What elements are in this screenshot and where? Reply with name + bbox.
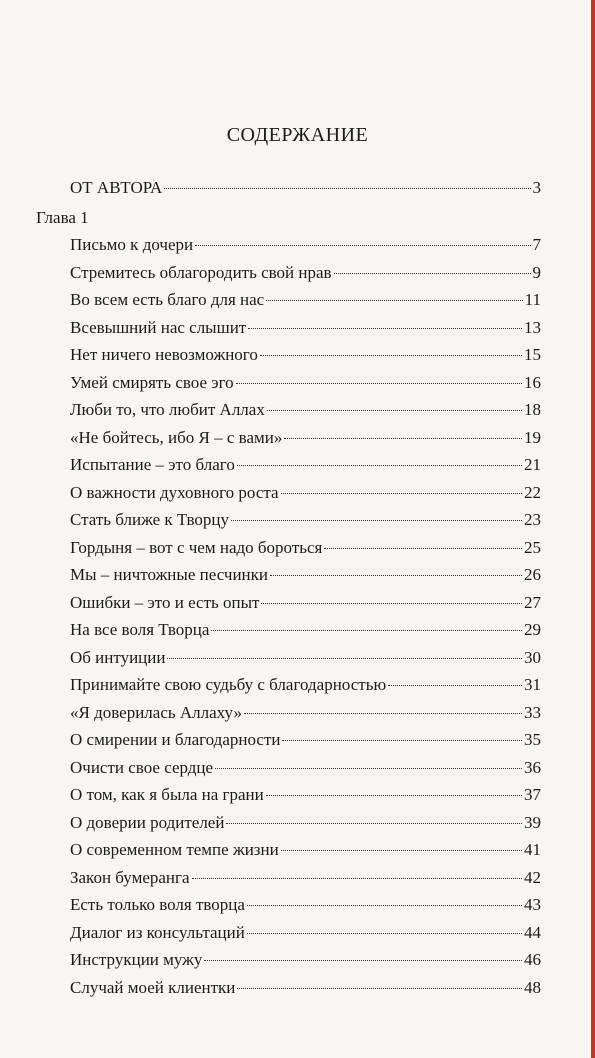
toc-entry-page: 27	[524, 592, 541, 612]
toc-entry-label: О важности духовного роста	[70, 482, 279, 502]
toc-entry-label: Инструкции мужу	[70, 950, 203, 969]
toc-entry-page: 44	[524, 922, 541, 942]
toc-entry[interactable]	[70, 921, 541, 945]
toc-entry-label: На все воля Творца	[70, 620, 210, 639]
toc-entry[interactable]	[70, 783, 541, 807]
dot-leader	[231, 520, 522, 521]
toc-entry-page: 48	[524, 977, 541, 997]
toc-entry[interactable]	[70, 701, 541, 725]
dot-leader	[266, 300, 522, 301]
dot-leader	[260, 355, 522, 356]
toc-entry-page: 15	[524, 345, 541, 364]
toc-entry-label: Нет ничего невозможного	[70, 345, 258, 364]
toc-entry-label: Стремитесь облагородить свой нрав	[70, 262, 332, 282]
toc-entry-page: 37	[524, 785, 541, 804]
dot-leader	[282, 740, 522, 741]
toc-entry[interactable]	[70, 948, 541, 972]
toc-entry-label: Испытание – это благо	[70, 455, 235, 474]
toc-entry[interactable]	[70, 261, 541, 285]
dot-leader	[204, 960, 522, 961]
toc-entry-label: Принимайте свою судьбу с благодарностью	[70, 675, 387, 694]
toc-entry-page: 26	[524, 565, 541, 584]
toc-entry[interactable]	[70, 316, 541, 340]
toc-entry-page: 36	[524, 757, 541, 777]
dot-leader	[226, 823, 522, 824]
dot-leader	[247, 933, 522, 934]
dot-leader	[266, 795, 522, 796]
toc-entry[interactable]	[70, 893, 541, 917]
toc-entry[interactable]	[70, 591, 541, 615]
toc-entry-label: О смирении и благодарности	[70, 730, 281, 749]
toc-entry-label: Есть только воля творца	[70, 895, 245, 914]
dot-leader	[247, 905, 522, 906]
toc-entry-page: 30	[524, 647, 541, 667]
toc-entry-page: 39	[524, 812, 541, 832]
toc-entry-label: Очисти свое сердце	[70, 757, 214, 777]
toc-title: СОДЕРЖАНИЕ	[226, 124, 369, 146]
toc-entry[interactable]	[70, 838, 541, 862]
toc-entry[interactable]	[70, 371, 541, 395]
dot-leader	[215, 768, 522, 769]
toc-entry[interactable]	[70, 508, 541, 532]
toc-entry-page: 3	[532, 178, 541, 197]
dot-leader	[237, 988, 522, 989]
dot-leader	[324, 548, 522, 549]
dot-leader	[248, 328, 522, 329]
toc-entry-page: 25	[524, 537, 541, 557]
toc-entry-label: Диалог из консультаций	[70, 922, 245, 942]
toc-entry-page: 42	[524, 867, 541, 887]
toc-entry-label: ОТ АВТОРА	[70, 178, 163, 197]
toc-entry-label: Всевышний нас слышит	[70, 317, 247, 337]
dot-leader	[334, 273, 531, 274]
toc-entry[interactable]	[70, 673, 541, 697]
toc-entry-label: «Не бойтесь, ибо Я – с вами»	[70, 427, 283, 447]
toc-entry-page: 13	[524, 317, 541, 337]
dot-leader	[284, 438, 522, 439]
toc-entry-page: 18	[524, 400, 541, 419]
chapter-heading: Глава 1	[36, 208, 89, 227]
toc-entry[interactable]	[70, 288, 541, 312]
toc-entry[interactable]	[70, 398, 541, 422]
toc-entry[interactable]	[70, 233, 541, 257]
toc-entry-page: 33	[524, 702, 541, 722]
toc-entry-page: 35	[524, 730, 541, 749]
dot-leader	[267, 410, 522, 411]
toc-entry[interactable]	[70, 481, 541, 505]
toc-entry-page: 41	[524, 840, 541, 859]
toc-entry-page: 22	[524, 482, 541, 502]
toc-entry[interactable]	[70, 563, 541, 587]
toc-entry-label: Во всем есть благо для нас	[70, 290, 265, 309]
dot-leader	[261, 603, 522, 604]
toc-entry-page: 21	[524, 455, 541, 474]
toc-entry-label: Умей смирять свое эго	[70, 372, 234, 392]
dot-leader	[281, 493, 522, 494]
toc-entry[interactable]	[70, 646, 541, 670]
toc-entry[interactable]	[70, 426, 541, 450]
toc-entry-front[interactable]	[70, 176, 541, 200]
toc-entry-page: 43	[524, 895, 541, 914]
toc-entry[interactable]	[70, 976, 541, 1000]
toc-entry[interactable]	[70, 343, 541, 367]
toc-entry[interactable]	[70, 866, 541, 890]
toc-entry-page: 29	[524, 620, 541, 639]
dot-leader	[237, 465, 522, 466]
dot-leader	[270, 575, 522, 576]
toc-entry-label: «Я доверилась Аллаху»	[70, 702, 242, 722]
toc-entry-label: О современном темпе жизни	[70, 840, 279, 859]
toc-entry-label: Об интуиции	[70, 647, 166, 667]
toc-entry[interactable]	[70, 453, 541, 477]
toc-entry-label: Случай моей клиентки	[70, 977, 236, 997]
page-edge-stripe	[591, 0, 595, 1058]
dot-leader	[192, 878, 522, 879]
toc-entry[interactable]	[70, 536, 541, 560]
toc-entry[interactable]	[70, 618, 541, 642]
toc-entry-page: 11	[524, 290, 541, 309]
toc-entry-label: Письмо к дочери	[70, 235, 194, 254]
dot-leader	[244, 713, 522, 714]
dot-leader	[388, 685, 522, 686]
toc-entry-label: Стать ближе к Творцу	[70, 510, 229, 529]
dot-leader	[236, 383, 522, 384]
toc-entry-label: Люби то, что любит Аллах	[70, 400, 265, 419]
toc-entry-label: Гордыня – вот с чем надо бороться	[70, 537, 323, 557]
toc-entry-page: 19	[524, 427, 541, 447]
dot-leader	[195, 245, 530, 246]
toc-entry-page: 16	[524, 372, 541, 392]
toc-entry-page: 31	[524, 675, 541, 694]
toc-entry-label: Мы – ничтожные песчинки	[70, 565, 268, 584]
dot-leader	[281, 850, 522, 851]
toc-entry-page: 7	[532, 235, 541, 254]
toc-entry-page: 9	[532, 262, 541, 282]
toc-entry-label: Ошибки – это и есть опыт	[70, 592, 260, 612]
toc-entry-page: 23	[524, 510, 541, 529]
toc-entry[interactable]	[70, 728, 541, 752]
toc-entry-page: 46	[524, 950, 541, 969]
toc-entry-label: Закон бумеранга	[70, 867, 190, 887]
toc-entry-label: О том, как я была на грани	[70, 785, 264, 804]
dot-leader	[167, 658, 522, 659]
dot-leader	[164, 188, 530, 189]
toc-entry[interactable]	[70, 756, 541, 780]
toc-entry[interactable]	[70, 811, 541, 835]
dot-leader	[211, 630, 522, 631]
toc-entry-label: О доверии родителей	[70, 812, 225, 832]
